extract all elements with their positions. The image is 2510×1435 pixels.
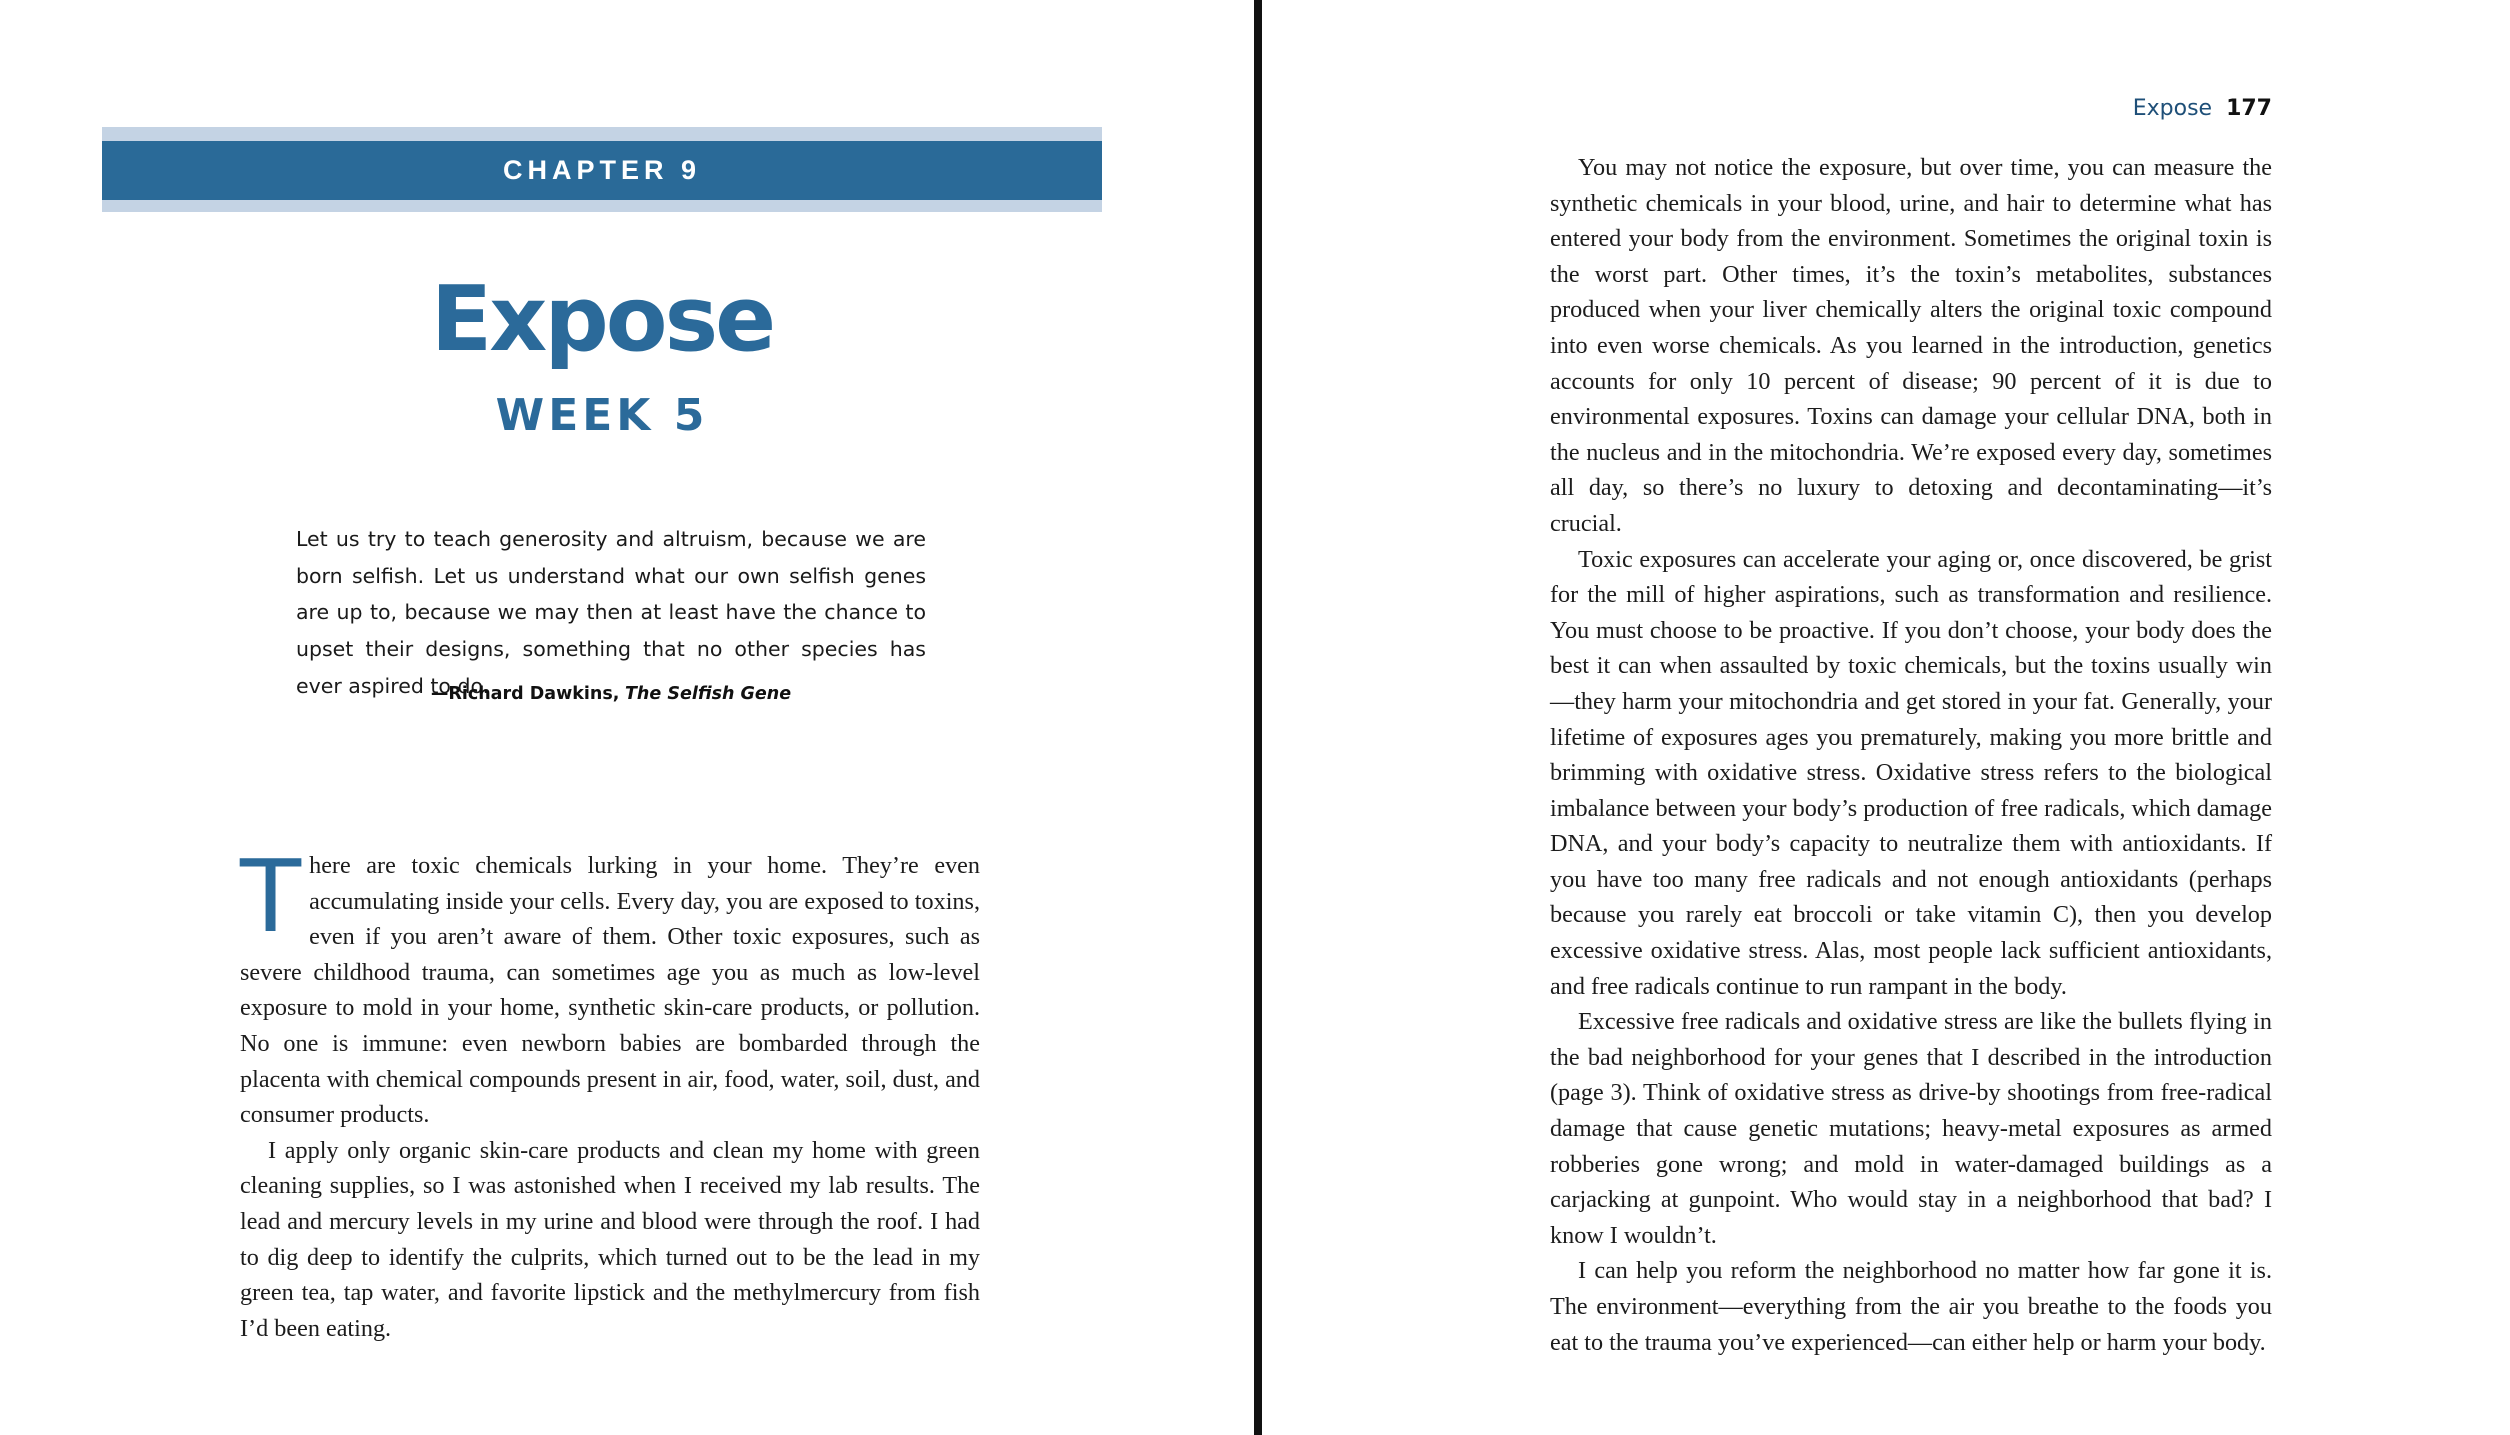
body-paragraph bbox=[240, 838, 980, 1133]
chapter-label: CHAPTER 9 bbox=[502, 155, 702, 185]
body-paragraph: You may not notice the exposure, but over time, you can measure the synthetic chemicals in your blood, urine, and hair to determine what has entered your body from the environment. Sometimes the original toxin is the worst part. Other times, it’s the toxin’s metabolites, substances produced when your liver chemically alters the original toxic compound into even worse chemicals. As you learned in the introduction, genetics accounts for only 10 percent of disease; 90 percent of it is due to environmental exposures. Toxins can damage your cellular DNA, both in the nucleus and in the mitochondria. We’re exposed every day, sometimes all day, so there’s no luxury to detoxing and decontaminating—it’s crucial. bbox=[1550, 154, 2272, 537]
banner-top-stripe bbox=[102, 127, 1102, 141]
page-number: 177 bbox=[2226, 96, 2272, 121]
right-page bbox=[1262, 0, 2510, 1435]
epigraph-author: —Richard Dawkins, bbox=[430, 684, 620, 704]
body-paragraph: I apply only organic skin-care products and clean my home with green cleaning supplies, so I was astonished when I received my lab results. The lead and mercury levels in my urine and blood were through the roof. I had to dig deep to identify the culprits, which turned out to be the lead in my green tea, tap water, and favorite lipstick and the methylmercury from fish I’d been eating. bbox=[240, 1136, 980, 1342]
left-page bbox=[0, 0, 1254, 1435]
chapter-title: Expose bbox=[430, 267, 774, 372]
drop-cap: T bbox=[240, 838, 302, 955]
body-paragraph: I can help you reform the neighborhood no matter how far gone it is. The environment—everything from the air you breathe to the foods you eat to the trauma you’ve experienced—can either help or harm your body. bbox=[1550, 1257, 2272, 1356]
body-paragraph: Toxic exposures can accelerate your aging or, once discovered, be grist for the mill of higher aspirations, such as transformation and resilience. You must choose to be proactive. If you don’t choose, your body does the best it can when assaulted by toxic chemicals, but the toxins usually win—they harm your mitochondria and get stored in your fat. Generally, your lifetime of exposures ages you prematurely, making you more brittle and brimming with oxidative stress. Oxidative stress refers to the biological imbalance between your body’s production of free radicals, which damage DNA, and your body’s capacity to neutralize them with antioxidants. If you have too many free radicals and not enough antioxidants (perhaps because you rarely eat broccoli or take vitamin C), then you develop excessive oxidative stress. Alas, most people lack sufficient antioxidants, and free radicals continue to run rampant in the body. bbox=[1550, 545, 2272, 1000]
body-paragraph: Excessive free radicals and oxidative stress are like the bullets flying in the bad neighborhood for your genes that I described in the introduction (page 3). Think of oxidative stress as drive-by shootings from free-radical damage that cause genetic mutations; heavy-metal exposures as armed robberies gone wrong; and mold in water-damaged buildings as a carjacking at gunpoint. Who would stay in a neighborhood that bad? I know I wouldn’t. bbox=[1550, 1008, 2272, 1249]
epigraph-attribution bbox=[296, 679, 926, 709]
running-head bbox=[2133, 92, 2272, 126]
running-head-title: Expose bbox=[2132, 96, 2213, 121]
banner-bottom-stripe bbox=[102, 200, 1102, 212]
page-gutter bbox=[1254, 0, 1262, 1435]
right-body-text bbox=[1550, 150, 2272, 1360]
epigraph-quote: Let us try to teach generosity and altruism, because we are born selfish. Let us understand what our own selfish genes are up to, because we may then at least have the chance to upset their designs, something that no other species has ever aspired to do. bbox=[296, 527, 926, 698]
paragraph-text: here are toxic chemicals lurking in your home. They’re even accumulating inside your cells. Every day, you are exposed to toxins, even if you aren’t aware of them. Other toxic exposures, such as severe childhood trauma, can sometimes age you as much as low-level exposure to mold in your home, synthetic skin-care products, or pollution. No one is immune: even newborn babies are bombarded through the placenta with chemical compounds present in air, food, water, soil, dust, and consumer products. bbox=[240, 852, 980, 1129]
epigraph-book-title: The Selfish Gene bbox=[624, 684, 792, 704]
left-body-text bbox=[240, 838, 980, 1346]
chapter-subtitle: WEEK 5 bbox=[495, 390, 709, 441]
chapter-banner bbox=[102, 141, 1102, 200]
